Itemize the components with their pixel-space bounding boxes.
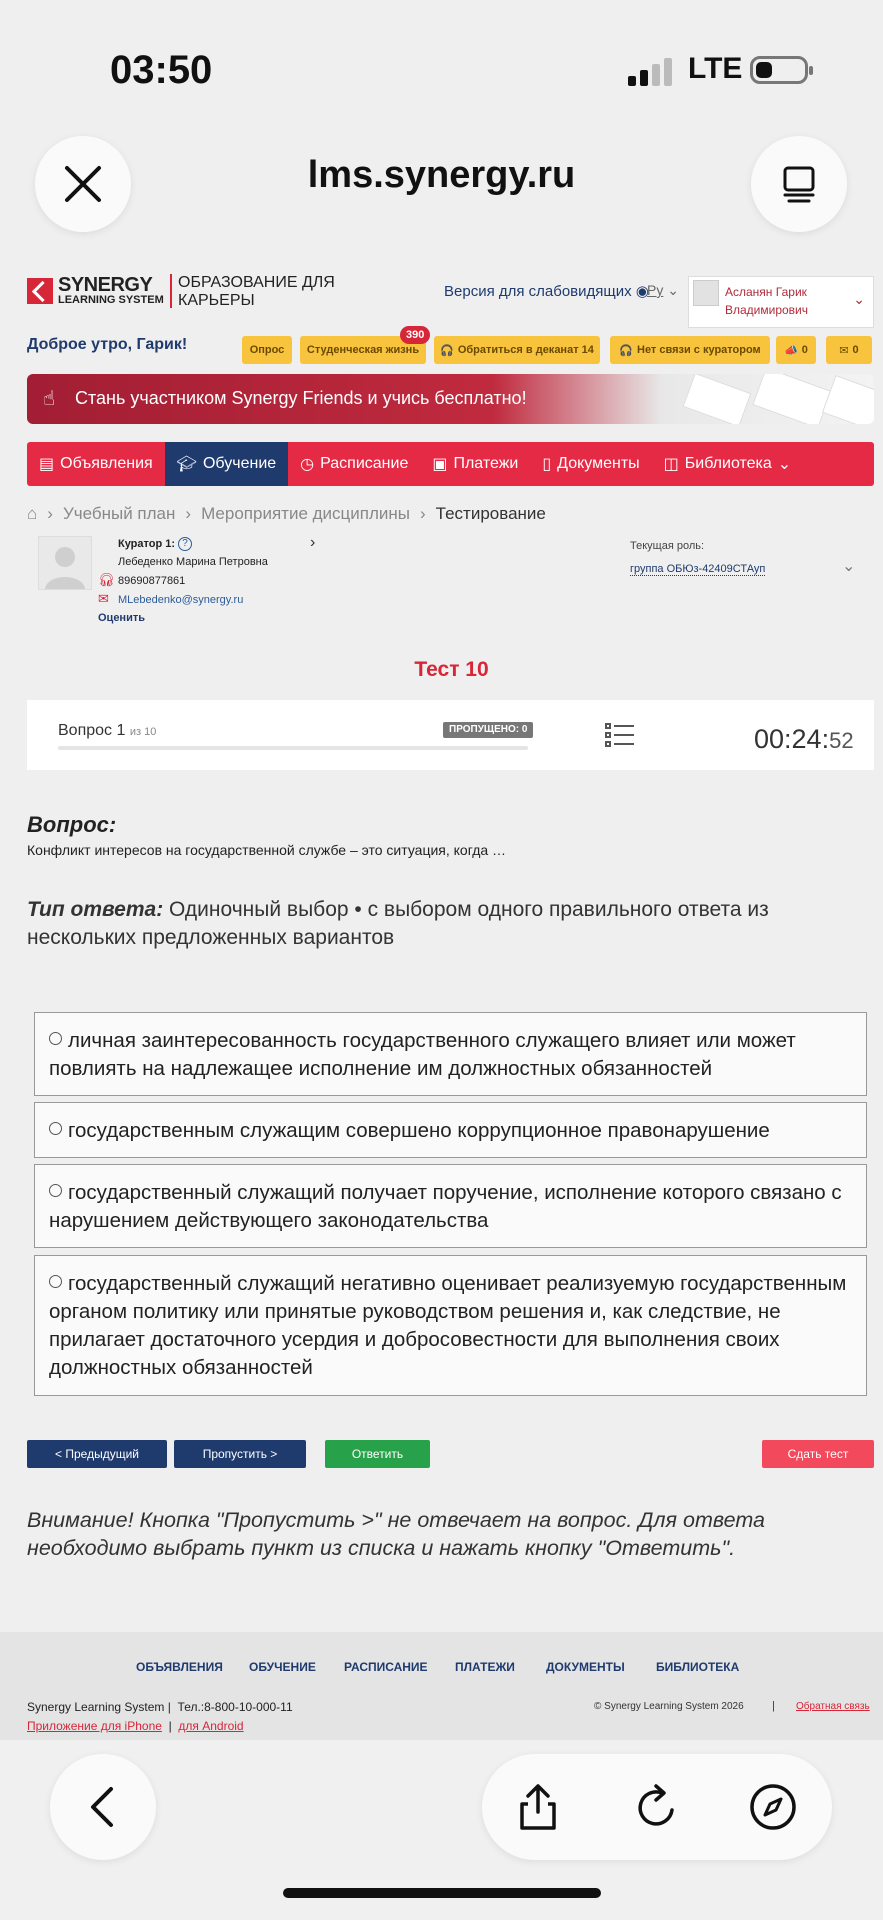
footer-nav-documents[interactable]: ДОКУМЕНТЫ [546, 1660, 625, 1674]
share-button[interactable] [516, 1782, 560, 1837]
greeting: Доброе утро, Гарик! [27, 336, 188, 353]
progress-track [58, 746, 528, 750]
finish-test-button[interactable]: Сдать тест [762, 1440, 874, 1468]
test-title: Тест 10 [414, 658, 489, 681]
home-indicator [283, 1888, 601, 1898]
notification-badge: 390 [400, 326, 430, 344]
timer-main: 00:24: [754, 724, 830, 754]
battery-icon [750, 56, 808, 84]
book-icon: ◫ [663, 456, 679, 473]
timer [754, 724, 854, 755]
breadcrumb: ⌂ › Учебный план › Мероприятие дисциплины › Тестирование [27, 504, 546, 523]
nav-announcements[interactable] [27, 442, 165, 486]
nav-library[interactable] [652, 442, 804, 486]
back-button[interactable] [50, 1754, 156, 1860]
answer-option-3[interactable] [34, 1164, 867, 1248]
mail-icon: ✉ [98, 591, 109, 606]
question-total: из 10 [129, 726, 157, 738]
share-icon [516, 1782, 560, 1832]
chevron-down-icon: ⌄ [777, 456, 792, 473]
headset-icon: 🎧︎ [98, 572, 115, 587]
student-life-label: Студенческая жизнь [306, 344, 420, 356]
banner-text: Стань участником Synergy Friends и учись бесплатно! [75, 388, 527, 408]
answer-option-2[interactable] [34, 1102, 867, 1158]
mail-icon: ✉ [839, 344, 849, 357]
person-icon [43, 541, 87, 589]
compass-icon [748, 1782, 798, 1832]
nav-library-label: Библиотека [684, 455, 772, 472]
footer-nav-library[interactable]: БИБЛИОТЕКА [656, 1660, 740, 1674]
footer-nav-announcements[interactable]: ОБЪЯВЛЕНИЯ [136, 1660, 223, 1674]
headset-icon: 🎧 [619, 344, 633, 357]
nav-announcements-label: Объявления [60, 455, 153, 472]
chevron-down-icon: ⌄ [667, 282, 679, 298]
answer-option-text: государственным служащим совершено коррупционное правонарушение [68, 1119, 770, 1142]
curator-phone: 89690877861 [118, 575, 186, 587]
question-list-button[interactable] [605, 722, 635, 753]
tabs-icon [779, 164, 819, 204]
chevron-left-icon [85, 1785, 121, 1829]
nav-learning[interactable] [165, 442, 288, 486]
footer-divider: | [772, 1700, 775, 1712]
address-bar[interactable]: lms.synergy.ru [307, 154, 576, 196]
nav-schedule-label: Расписание [320, 455, 409, 472]
footer-copyright: © Synergy Learning System 2026 [594, 1701, 744, 1712]
curator-label: Куратор 1: [118, 538, 176, 550]
footer-nav-learning[interactable]: ОБУЧЕНИЕ [249, 1660, 316, 1674]
user-name: Асланян Гарик Владимирович [725, 285, 809, 317]
answer-option-4[interactable] [34, 1255, 867, 1396]
breadcrumb-event[interactable]: Мероприятие дисциплины [201, 504, 410, 523]
banner-image [667, 374, 874, 424]
signal-icon [628, 58, 672, 86]
dean-button[interactable] [434, 336, 600, 364]
nav-documents[interactable] [530, 442, 651, 486]
curator-avatar [38, 536, 92, 590]
nav-payments[interactable] [420, 442, 530, 486]
main-nav [27, 442, 874, 486]
feedback-link[interactable]: Обратная связь [796, 1701, 870, 1712]
vision-link-label: Версия для слабовидящих [444, 283, 632, 300]
hand-pointer-icon: ☝ [43, 388, 56, 410]
nav-payments-label: Платежи [453, 455, 519, 472]
footer-brand: Synergy Learning System [27, 1700, 165, 1714]
timer-seconds: 52 [829, 728, 854, 753]
nav-documents-label: Документы [557, 455, 640, 472]
survey-button[interactable] [242, 336, 292, 364]
nav-learning-label: Обучение [202, 455, 277, 472]
answer-button[interactable]: Ответить [325, 1440, 430, 1468]
footer-apps-line: Приложение для iPhone | для Android [27, 1719, 244, 1733]
headset-icon: 🎧 [440, 344, 454, 357]
help-icon[interactable]: ? [178, 537, 192, 551]
curator-email[interactable]: MLebedenko@synergy.ru [118, 594, 244, 606]
vision-link[interactable] [444, 282, 649, 300]
language-value: Ру [647, 282, 664, 298]
avatar [693, 280, 719, 306]
list-icon [605, 722, 635, 748]
list-icon: ▤ [39, 456, 55, 473]
megaphone-count: 0 [801, 344, 808, 356]
iphone-app-link[interactable]: Приложение для iPhone [27, 1719, 162, 1733]
answer-option-text: личная заинтересованность государственного служащего влияет или может повлиять на надлежащее исполнение им должностных обязанностей [49, 1029, 796, 1080]
compass-button[interactable] [748, 1782, 798, 1837]
browser-actions [482, 1754, 832, 1860]
megaphone-button[interactable] [776, 336, 816, 364]
chevron-right-icon[interactable]: › [310, 534, 316, 551]
curator-name: Лебеденко Марина Петровна [118, 556, 268, 568]
chevron-down-icon: ⌄ [853, 291, 865, 307]
question-number: 1 [116, 722, 126, 739]
reload-button[interactable] [632, 1782, 682, 1837]
mail-button[interactable] [826, 336, 872, 364]
chevron-down-icon[interactable]: ⌄ [842, 558, 856, 575]
answer-type-label: Тип ответа: [27, 898, 164, 921]
dean-label: Обратиться в деканат 14 [457, 344, 594, 356]
reload-icon [632, 1782, 682, 1832]
status-time: 03:50 [110, 48, 213, 92]
question-counter [58, 722, 156, 740]
logo-tagline: ОБРАЗОВАНИЕ ДЛЯ КАРЬЕРЫ [178, 274, 335, 309]
language-select[interactable] [647, 282, 679, 299]
logo-name: SYNERGY [58, 274, 153, 296]
answer-option-text: государственный служащий негативно оценивает реализуемую государственным органом политику или принятые руководством решения и, как следствие, не прилагает достаточного усердия и добросовестности для выполнения своих должностных обязанностей [49, 1272, 847, 1379]
radio-icon[interactable] [49, 1032, 62, 1045]
question-heading: Вопрос: [27, 812, 117, 837]
question-label: Вопрос [58, 722, 113, 739]
role-select[interactable]: группа ОБЮз-42409СТАуп [630, 563, 766, 575]
question-bar [27, 700, 874, 770]
logo-divider [170, 274, 172, 308]
skipped-badge: ПРОПУЩЕНО: 0 [443, 722, 533, 738]
graduation-cap-icon: 🎓︎ [176, 456, 197, 473]
mail-count: 0 [852, 344, 859, 356]
nav-schedule[interactable] [288, 442, 420, 486]
footer-phone: Тел.:8-800-10-000-11 [177, 1700, 293, 1714]
footer-nav-schedule[interactable]: РАСПИСАНИЕ [344, 1660, 428, 1674]
radio-icon[interactable] [49, 1275, 62, 1288]
footer-brand-line: Synergy Learning System | Тел.:8-800-10-000-11 [27, 1700, 293, 1714]
eye-icon: ◉ [635, 283, 649, 300]
user-menu[interactable] [688, 276, 874, 328]
tabs-button[interactable] [751, 136, 847, 232]
synergy-logo-icon [27, 278, 53, 304]
radio-icon[interactable] [49, 1184, 62, 1197]
wallet-icon: ▣ [432, 456, 448, 473]
document-icon: ▯ [542, 456, 552, 473]
breadcrumb-current: Тестирование [435, 504, 546, 523]
answer-type-text: Одиночный выбор • с выбором одного правильного ответа из нескольких предложенных вариантов [27, 898, 769, 949]
prev-button[interactable]: < Предыдущий [27, 1440, 167, 1468]
logo-sub: LEARNING SYSTEM [58, 294, 164, 306]
answer-type [27, 896, 857, 952]
role-label: Текущая роль: [630, 540, 705, 552]
survey-label: Опрос [249, 344, 285, 356]
answer-option-text: государственный служащий получает поручение, исполнение которого связано с нарушением действующего законодательства [49, 1181, 842, 1232]
breadcrumb-plan[interactable]: Учебный план [62, 504, 176, 523]
android-app-link[interactable]: для Android [178, 1719, 244, 1733]
promo-banner[interactable] [27, 374, 874, 424]
curator-status-button[interactable] [610, 336, 770, 364]
question-text: Конфликт интересов на государственной службе – это ситуация, когда … [27, 842, 507, 858]
warning-text: Внимание! Кнопка "Пропустить >" не отвечает на вопрос. Для ответа необходимо выбрать пункт из списка и нажать кнопку "Ответить". [27, 1508, 765, 1560]
rate-link[interactable]: Оценить [98, 612, 145, 624]
footer [0, 1632, 883, 1740]
home-icon[interactable]: ⌂ [27, 504, 38, 523]
skip-button[interactable]: Пропустить > [174, 1440, 306, 1468]
clock-icon: ◷ [300, 456, 315, 473]
network-label: LTE [688, 52, 743, 85]
radio-icon[interactable] [49, 1122, 62, 1135]
answer-option-1[interactable] [34, 1012, 867, 1096]
curator-status-label: Нет связи с куратором [637, 344, 761, 356]
footer-nav-payments[interactable]: ПЛАТЕЖИ [455, 1660, 515, 1674]
megaphone-icon: 📣 [784, 344, 798, 357]
